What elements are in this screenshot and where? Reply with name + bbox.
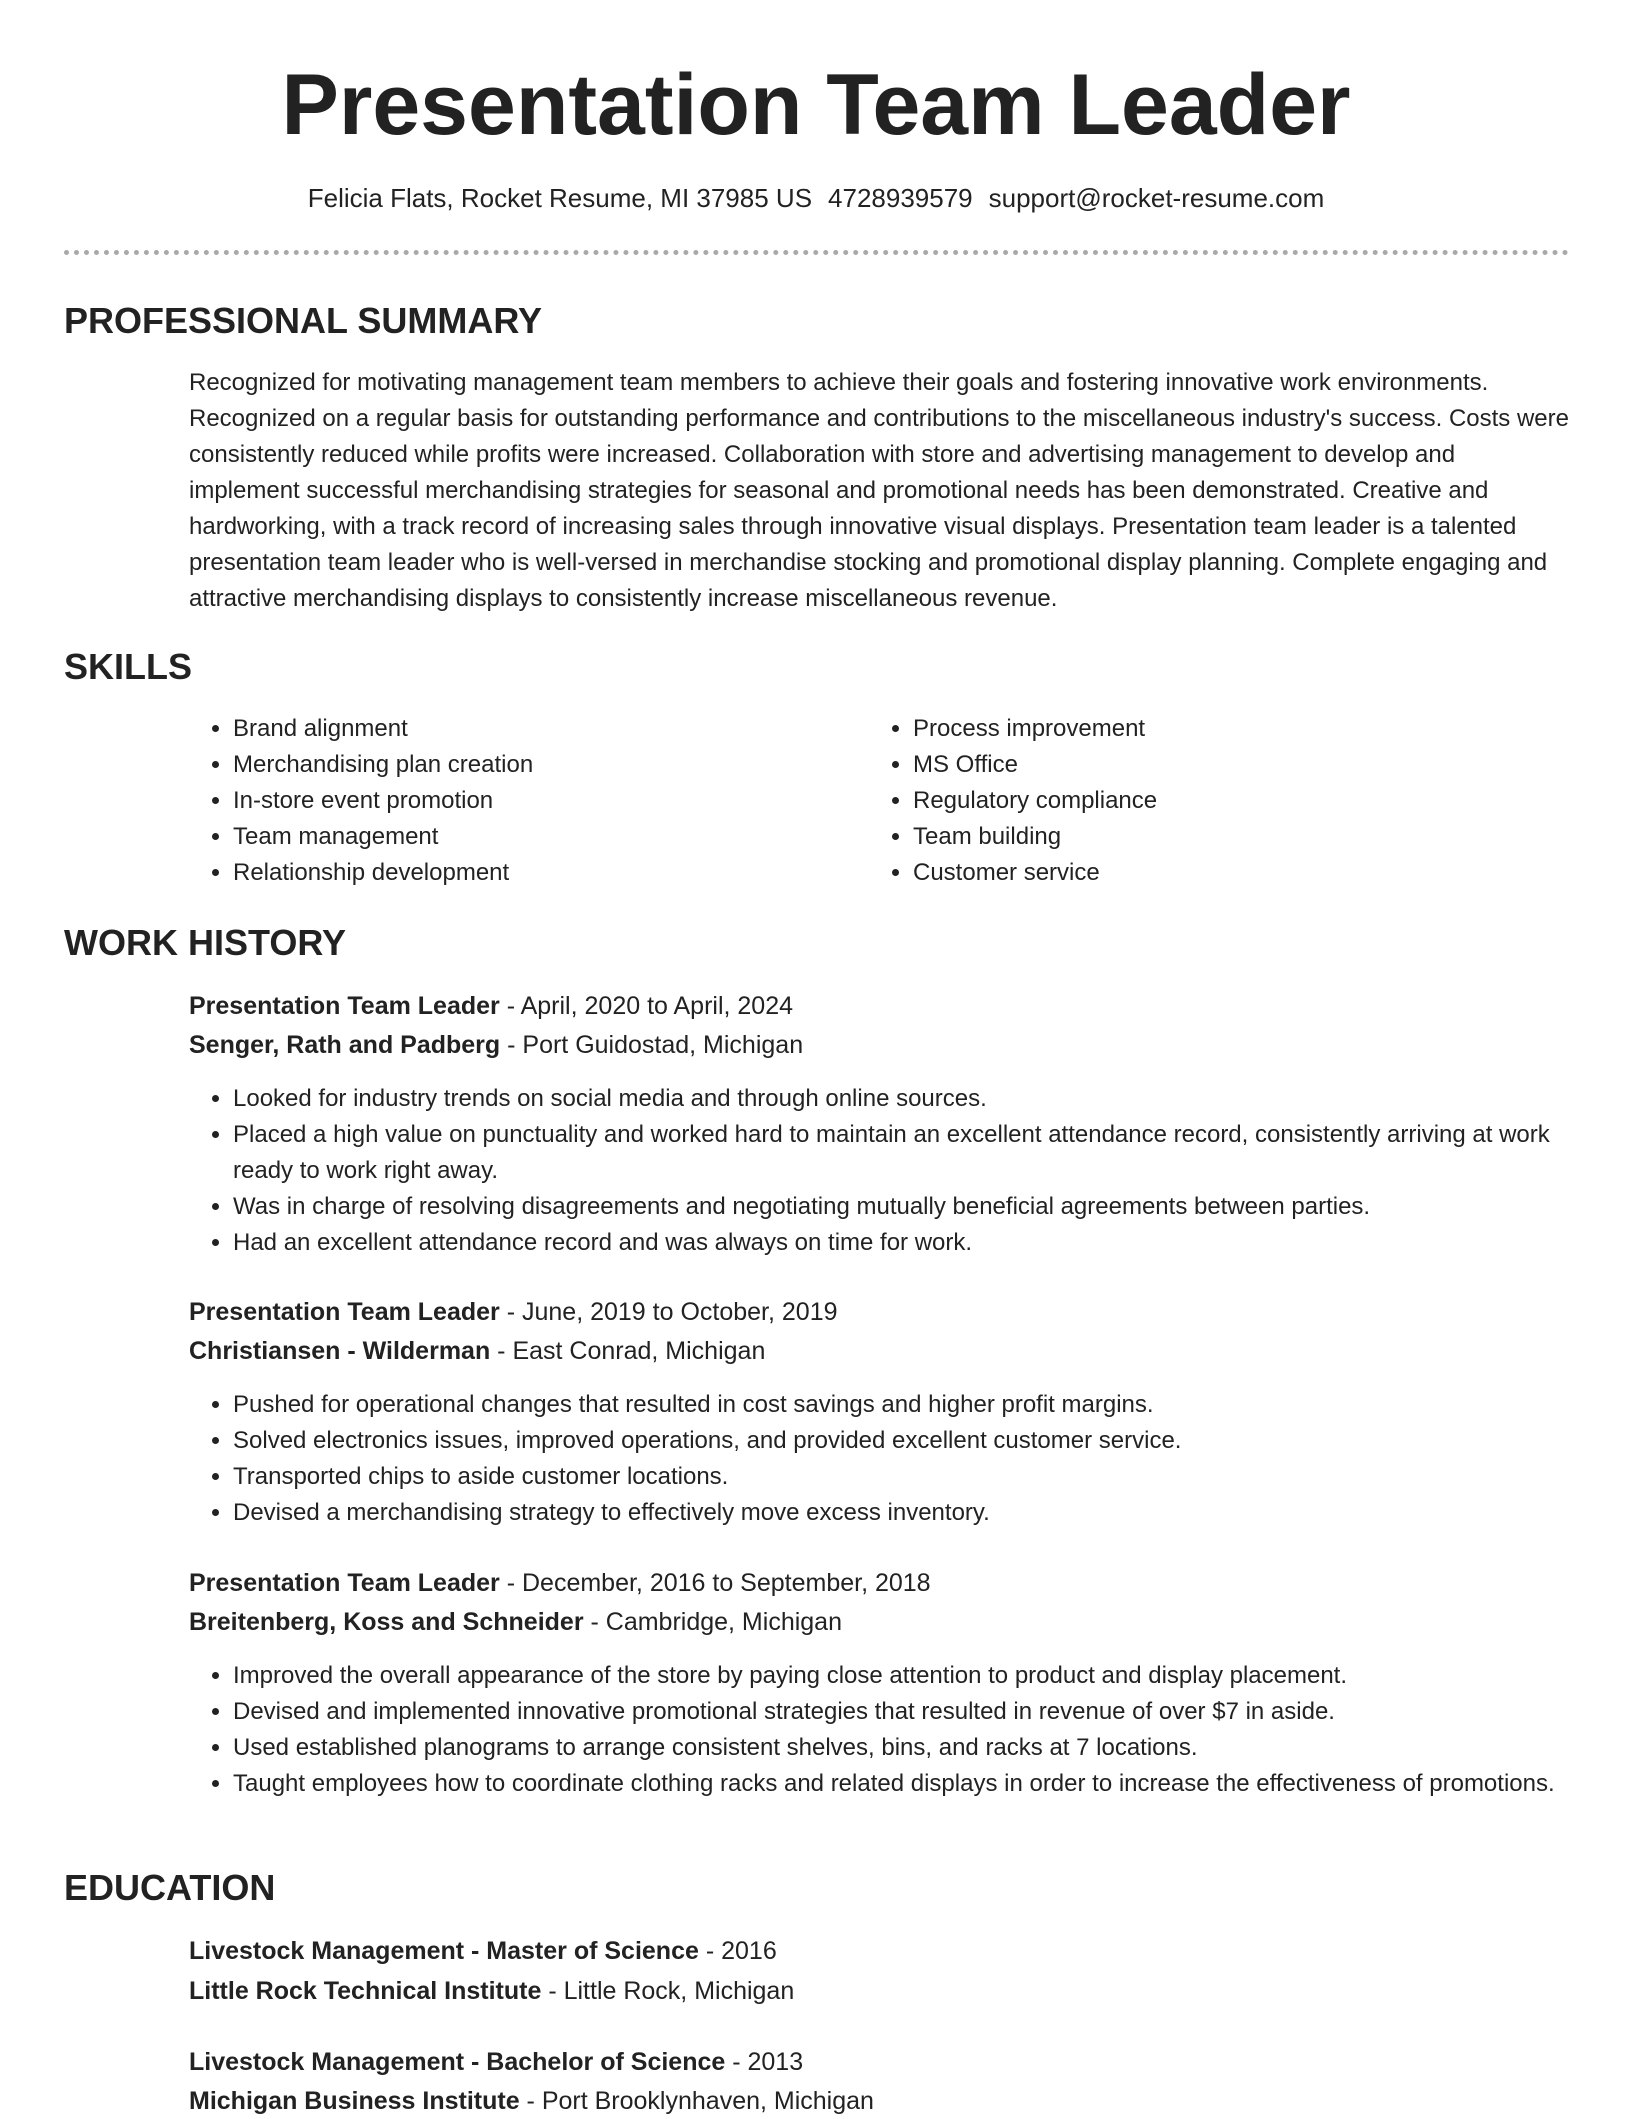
- section-title-education: EDUCATION: [64, 1867, 276, 1908]
- education-degree: Livestock Management - Bachelor of Science: [189, 2048, 726, 2076]
- section-title-summary: PROFESSIONAL SUMMARY: [64, 300, 543, 341]
- job-duty-item: • Devised and implemented innovative promotional strategies that resulted in revenue of over $7 in aside.: [233, 1694, 1603, 1730]
- skills-list-right: [869, 711, 1513, 891]
- job-company-line: [189, 1604, 842, 1640]
- job-title: Presentation Team Leader: [189, 1298, 500, 1326]
- job-company: Senger, Rath and Padberg: [189, 1031, 501, 1059]
- contact-line: [0, 180, 1632, 216]
- job-company-line: [189, 1333, 765, 1369]
- job-duty-item: • Taught employees how to coordinate clothing racks and related displays in order to increase the effectiveness of promotions.: [233, 1766, 1603, 1802]
- section-title-skills: SKILLS: [64, 646, 193, 687]
- section-title-work-history: WORK HISTORY: [64, 922, 347, 963]
- skill-item: • Brand alignment: [233, 711, 833, 747]
- job-company-line: [189, 1027, 803, 1063]
- job-dates: - December, 2016 to September, 2018: [499, 1569, 931, 1597]
- job-duty-item: • Transported chips to aside customer locations.: [233, 1459, 1603, 1495]
- skill-item: • Team management: [233, 819, 833, 855]
- job-duty-item: • Placed a high value on punctuality and worked hard to maintain an excellent attendance record, consistently arriving at work ready to work right away.: [233, 1117, 1603, 1189]
- summary-text: Recognized for motivating management team members to achieve their goals and fostering innovative work environments. Recognized on a regular basis for outstanding performance and contributions to the miscellaneous industry's success. Costs were consistently reduced while profits were increased. Collaboration with store and advertising management to develop and implement successful merchandising strategies for seasonal and promotional needs has been demonstrated. Creative and hardworking, with a track record of increasing sales through innovative visual displays. Presentation team leader is a talented presentation team leader who is well-versed in merchandise stocking and promotional display planning. Complete engaging and attractive merchandising displays to consistently increase miscellaneous revenue.: [189, 369, 1569, 612]
- skill-item: • Team building: [913, 819, 1513, 855]
- contact-address: Felicia Flats, Rocket Resume, MI 37985 US: [307, 183, 813, 213]
- job-company: Christiansen - Wilderman: [189, 1337, 491, 1365]
- contact-phone: 4728939579: [828, 183, 973, 213]
- job-duties-list: [189, 1658, 1603, 1802]
- resume-name-heading: Presentation Team Leader: [281, 57, 1351, 153]
- job-duties-list: [189, 1081, 1603, 1261]
- header-divider: [64, 250, 1569, 255]
- job-duty-item: • Devised a merchandising strategy to effectively move excess inventory.: [233, 1495, 1603, 1531]
- job-duty-item: • Pushed for operational changes that resulted in cost savings and higher profit margins.: [233, 1387, 1603, 1423]
- job-title-line: [189, 988, 793, 1024]
- job-location: - East Conrad, Michigan: [490, 1337, 766, 1365]
- job-location: - Port Guidostad, Michigan: [500, 1031, 804, 1059]
- education-school: Michigan Business Institute: [189, 2087, 520, 2115]
- education-school-line: [189, 2083, 874, 2119]
- skill-item: • Process improvement: [913, 711, 1513, 747]
- education-degree-line: [189, 2044, 803, 2080]
- job-duty-item: • Looked for industry trends on social media and through online sources.: [233, 1081, 1603, 1117]
- job-duty-item: • Improved the overall appearance of the store by paying close attention to product and display placement.: [233, 1658, 1603, 1694]
- skill-item: • In-store event promotion: [233, 783, 833, 819]
- skill-item: • Merchandising plan creation: [233, 747, 833, 783]
- education-school-line: [189, 1973, 794, 2009]
- education-location: - Port Brooklynhaven, Michigan: [519, 2087, 874, 2115]
- job-title-line: [189, 1565, 931, 1601]
- job-title: Presentation Team Leader: [189, 992, 500, 1020]
- skill-item: • Customer service: [913, 855, 1513, 891]
- job-duty-item: • Had an excellent attendance record and was always on time for work.: [233, 1225, 1603, 1261]
- job-location: - Cambridge, Michigan: [583, 1608, 842, 1636]
- education-year: - 2013: [725, 2048, 804, 2076]
- education-degree-line: [189, 1933, 777, 1969]
- job-title: Presentation Team Leader: [189, 1569, 500, 1597]
- job-duty-item: • Was in charge of resolving disagreements and negotiating mutually beneficial agreements between parties.: [233, 1189, 1603, 1225]
- education-year: - 2016: [698, 1937, 777, 1965]
- skills-list-left: [189, 711, 833, 891]
- job-title-line: [189, 1294, 838, 1330]
- skill-item: • Relationship development: [233, 855, 833, 891]
- contact-email: support@rocket-resume.com: [988, 183, 1325, 213]
- job-duty-item: • Used established planograms to arrange consistent shelves, bins, and racks at 7 locations.: [233, 1730, 1603, 1766]
- skill-item: • Regulatory compliance: [913, 783, 1513, 819]
- skill-item: • MS Office: [913, 747, 1513, 783]
- education-school: Little Rock Technical Institute: [189, 1977, 542, 2005]
- job-duty-item: • Solved electronics issues, improved operations, and provided excellent customer service.: [233, 1423, 1603, 1459]
- education-degree: Livestock Management - Master of Science: [189, 1937, 699, 1965]
- job-company: Breitenberg, Koss and Schneider: [189, 1608, 584, 1636]
- job-duties-list: [189, 1387, 1603, 1531]
- job-dates: - June, 2019 to October, 2019: [499, 1298, 838, 1326]
- education-location: - Little Rock, Michigan: [541, 1977, 795, 2005]
- job-dates: - April, 2020 to April, 2024: [499, 992, 794, 1020]
